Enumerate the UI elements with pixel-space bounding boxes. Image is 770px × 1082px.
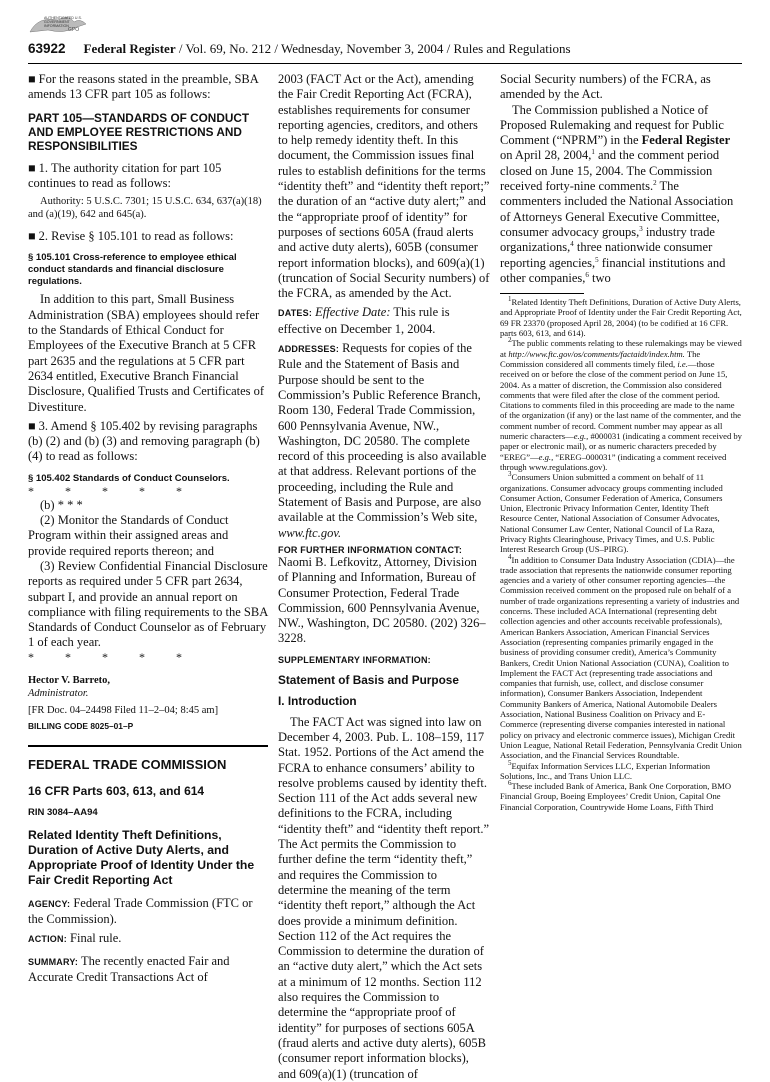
footnote-ref-3[interactable]: 3 <box>639 224 643 233</box>
footnote-text: These included Bank of America, Bank One Corporation, BMO Financial Group, Boeing Employees’ Credit Union, Capital One Financial Corporation, Countrywide Home Loans, Fifth Third <box>500 781 732 812</box>
rin-number: RIN 3084–AA94 <box>28 806 98 818</box>
footnote-ref-4[interactable]: 4 <box>570 240 574 249</box>
footnote-mark: 2 <box>508 336 512 345</box>
paragraph-b: (b) * * * <box>40 497 83 512</box>
footnotes <box>500 297 742 812</box>
issue-info: / Vol. 69, No. 212 / Wednesday, November 3, 2004 / Rules and Regulations <box>175 41 571 56</box>
footnote-4 <box>500 552 742 761</box>
footnote-1 <box>500 297 742 338</box>
page-header <box>28 41 742 57</box>
footnote-ref-1[interactable]: 1 <box>591 148 595 157</box>
footnote-ref-2[interactable]: 2 <box>653 178 657 187</box>
footnote-mark: 4 <box>508 552 512 561</box>
nprm-text-d: and the comment period closed on June 15, 2004. The Commission received forty-nine comments. <box>500 148 720 194</box>
introduction-text: The FACT Act was signed into law on December 4, 2003. Pub. L. 108–159, 117 Stat. 1952. Portions of the Act amend the FCRA to enhance consumers’ ability to resolve problems caused by identity theft. Section 111 of the Act adds several new definitions to the FCRA, including “identity theft” and “identity theft report.” The Act permits the Commission to further define the term “identity theft,” and requires the Commission to determine the meaning of the term “identity theft report,” although the Act does provide a minimum definition. Section 112 of the Act requires the Commission to determine the duration of an “active duty alert,” which the Act sets at a minimum of 12 months. Section 112 also requires the Commission to determine the “appropriate proof of identity” for purposes of sections 605A (fraud alerts and active duty alerts), 605B (consumer report information blocks), and 609(a)(1) (truncation of <box>278 714 490 1081</box>
amend-instruction-2: ■ 2. Revise § 105.101 to read as follows: <box>28 229 234 244</box>
summary-line <box>28 954 268 986</box>
footnote-3 <box>500 472 742 554</box>
agency-label: AGENCY: <box>28 898 71 909</box>
introduction-heading: I. Introduction <box>278 693 357 708</box>
nprm-text-g: three nationwide consumer reporting agencies, <box>500 240 713 270</box>
addresses-line <box>278 341 490 541</box>
agency-text: Federal Trade Commission (FTC or the Commission). <box>28 895 253 927</box>
footnote-2 <box>500 338 742 472</box>
header-rule <box>28 63 742 64</box>
page-number: 63922 <box>28 41 66 56</box>
billing-code: BILLING CODE 8025–01–P <box>28 720 134 731</box>
summary-text: The recently enacted Fair and Accurate Credit Transactions Act of <box>28 953 230 984</box>
paragraph-continued: Social Security numbers) of the FCRA, as amended by the Act. <box>500 72 711 102</box>
document-separator <box>28 745 268 747</box>
footnote-mark: 1 <box>508 295 512 304</box>
footnote-text: e.g., <box>573 431 589 442</box>
footnote-text: The public comments relating to these rulemakings may be viewed at <box>500 338 742 359</box>
action-line <box>28 931 268 947</box>
dates-text: This rule is effective on December 1, 2004. <box>278 305 450 336</box>
cfr-parts: 16 CFR Parts 603, 613, and 614 <box>28 783 205 798</box>
nprm-text-c: on April 28, 2004, <box>500 148 592 163</box>
section-105-101-heading: § 105.101 Cross-reference to employee ethical conduct standards and financial disclosure regulations. <box>28 252 237 288</box>
nprm-text-h: financial institutions and other companies, <box>500 255 726 285</box>
paragraph-b2: (2) Monitor the Standards of Conduct Program within their assigned areas and provide required reports thereon; and <box>28 513 229 558</box>
addresses-label: ADDRESSES: <box>278 344 340 355</box>
nprm-paragraph <box>500 103 742 287</box>
footnote-text: e.g., <box>538 451 554 462</box>
section-105-402-heading: § 105.402 Standards of Conduct Counselors. <box>28 472 230 484</box>
dates-line <box>278 305 490 337</box>
footnote-5 <box>500 758 742 782</box>
ftc-website-link[interactable]: www.ftc.gov. <box>278 525 342 540</box>
footnote-text: Related Identity Theft Definitions, Duration of Active Duty Alerts, and Appropriate Proof of Identity under the Fair Credit Reporting Act, 69 FR 23370 (proposed April 28, 2004) (to be codified at 16 CFR. parts 603, 613, and 614). <box>500 297 742 339</box>
amendatory-intro: ■ For the reasons stated in the preamble, SBA amends 13 CFR part 105 as follows: <box>28 72 259 102</box>
fr-doc-line: [FR Doc. 04–24498 Filed 11–2–04; 8:45 am] <box>28 704 219 716</box>
paragraph-b3: (3) Review Confidential Financial Disclosure reports as required under 5 CFR part 2634, subpart I, and provide an annual report on compliance with filing requirements to the SBA Standards of Conduct Counselor as of February 1 of each year. <box>28 558 268 650</box>
summary-label: SUMMARY: <box>28 956 79 967</box>
footnote-mark: 6 <box>508 779 512 788</box>
footnote-6 <box>500 781 742 812</box>
logo-text: AUTHENTICATED U.S. GOVERNMENT INFORMATION <box>44 16 82 28</box>
publication-name: Federal Register <box>83 41 176 56</box>
footnote-ref-5[interactable]: 5 <box>595 255 599 264</box>
footnote-text: #000031 (indicating a comment received by paper or electronic mail), or as numeric characters preceded by “EREG”— <box>500 431 742 462</box>
logo-gpo: GPO <box>68 27 80 33</box>
footnote-ref-6[interactable]: 6 <box>585 270 589 279</box>
signer-title: Administrator. <box>28 687 89 699</box>
comments-url-link[interactable]: http://www.ftc.gov/os/comments/factaidt/index.htm. <box>508 348 685 359</box>
federal-register-name: Federal Register <box>641 133 731 148</box>
amend-instruction-1: ■ 1. The authority citation for part 105 continues to read as follows: <box>28 160 222 190</box>
column-3 <box>500 72 742 812</box>
summary-continued: 2003 (FACT Act or the Act), amending the Fair Credit Reporting Act (FCRA), establishes requirements for consumer reporting agencies, creditors, and others to help remedy identity theft. In this document, the Commission issues final rules to establish definitions for the terms “identity theft” and “identity theft report;” the duration of an “active duty alert;” and the “appropriate proof of identity” for purposes of sections 605A (fraud alerts and active duty alerts), 605B (consumer report information blocks), and 609(a)(1) (truncation of Social Security numbers) of the FCRA, as amended by the Act. <box>278 72 490 301</box>
rule-title: Related Identity Theft Definitions, Duration of Active Duty Alerts, and Appropriate Proof of Identity Under the Fair Credit Reporting Act <box>28 827 255 887</box>
agency-line <box>28 896 268 928</box>
nprm-text-i: two <box>588 270 611 285</box>
action-text: Final rule. <box>66 931 122 946</box>
section-105-101-text: In addition to this part, Small Business Administration (SBA) employees should refer to the Standards of Ethical Conduct for Employees of the Executive Branch at 5 CFR part 2635 and the regulations at 5 CFR part 2634 entitled, Executive Branch Financial Disclosure, Qualified Trusts and Certificates of Divestiture. <box>28 292 265 414</box>
supplementary-label: SUPPLEMENTARY INFORMATION: <box>278 654 431 665</box>
footnote-text: The Commission considered all comments timely filed, <box>500 348 701 369</box>
omission-stars: * * * * * <box>28 649 196 664</box>
footnote-text: In addition to Consumer Data Industry Association (CDIA)—the trade association that represents the nationwide consumer reporting agencies and a variety of other consumer reporting agencies—the Commission received comment on the proposed rule on behalf of a number of trade organizations representing a variety of industries and concerns. These included ACA International (representing debt collection agencies and other accounts receivable professionals), American Bankers Association, American Financial Services Association (representing companies primarily engaged in the business of providing consumer credit), America’s Community Bankers, Credit Union National Association (CUNA), Coalition to Implement the FACT Act (representing trade associations and companies that furnish, use, collect, and disclose consumer information), Consumer Bankers Association, Independent Community Bankers of America, National Automobile Dealers Association, National Business Coalition on Privacy and E-Commerce (representing diverse companies interested in national policy on privacy and electronic commerce issues), Michigan Credit Union League, National Retail Federation, Pennsylvania Credit Union Association, and the Financial Services Roundtable. <box>500 554 742 761</box>
addresses-text: Requests for copies of the Rule and the Statement of Basis and Purpose should be sent to the Commission’s Public Reference Branch, Room 130, Federal Trade Commission, 600 Pennsylvania Avenue, NW., Washington, DC 20580. The complete record of this proceeding is also available at that address. Relevant portions of the proceeding, including the Rule and Statement of Basis and Purpose, are also available at the Commission’s Web site, <box>278 341 487 525</box>
authority-citation: Authority: 5 U.S.C. 7301; 15 U.S.C. 634, 637(a)(18) and (a)(19), 642 and 645(a). <box>28 196 262 221</box>
footnote-rule <box>500 293 584 294</box>
column-2 <box>278 72 490 1082</box>
gpo-authentication-logo <box>28 12 108 38</box>
action-label: ACTION: <box>28 934 67 945</box>
footnote-text: Consumers Union submitted a comment on behalf of 11 organizations. Consumer advocacy groups commenting included Consumer Action, Consumer Federation of America, Consumers Union, Electronic Privacy Information Center, Identity Theft Resource Center, National Association of Consumer Advocates, National Consumer Law Center, National Council of La Raza, Privacy Rights Clearinghouse, Privacy Times, and U.S. Public Interest Research Group (US–PIRG). <box>500 472 723 555</box>
dates-label: DATES: <box>278 308 313 319</box>
footnote-mark: 5 <box>508 758 512 767</box>
contact-text: Naomi B. Lefkovitz, Attorney, Division of Planning and Information, Bureau of Consumer Protection, Federal Trade Commission, 600 Pennsylvania Avenue, NW., Washington, DC 20580. (202) 326–3228. <box>278 554 486 646</box>
omission-stars: * * * * * <box>28 483 196 498</box>
column-1 <box>28 72 268 985</box>
nprm-text-a: The Commission published a Notice of Proposed Rulemaking and request for Public Comment (“NPRM”) in the <box>500 102 724 148</box>
footnote-text: i.e. <box>677 358 688 369</box>
footnote-mark: 3 <box>508 470 512 479</box>
footnote-text: —those received on or before the close of the comment period on June 15, 2004. As a matter of discretion, the Commission also considered comments that were filed after the close of the comment period. Citations to comments filed in this proceeding are made to the name of the organization (if any) or the last name of the commenter, and the comment number of record. Comment number may appear as all numeric characters— <box>500 358 741 442</box>
footnote-text: “EREG–000031” (indicating a comment received through www.regulations.gov). <box>500 451 727 472</box>
effective-date-label: Effective Date: <box>312 305 391 320</box>
contact-label: FOR FURTHER INFORMATION CONTACT: <box>278 544 463 555</box>
statement-heading: Statement of Basis and Purpose <box>278 672 459 687</box>
nprm-text-f: industry trade organizations, <box>500 224 715 255</box>
nprm-text-e: The commenters included the National Association of Attorneys General Executive Committee, consumer advocacy groups, <box>500 179 734 239</box>
signer-name: Hector V. Barreto, <box>28 674 111 686</box>
footnote-text: Equifax Information Services LLC, Experian Information Solutions, Inc., and Trans Union LLC. <box>500 760 711 781</box>
agency-name: FEDERAL TRADE COMMISSION <box>28 756 227 772</box>
part-title: PART 105—STANDARDS OF CONDUCT AND EMPLOYEE RESTRICTIONS AND RESPONSIBILITIES <box>28 110 250 153</box>
amend-instruction-3: ■ 3. Amend § 105.402 by revising paragraphs (b) (2) and (b) (3) and removing paragraph (b) (4) to read as follows: <box>28 418 260 464</box>
